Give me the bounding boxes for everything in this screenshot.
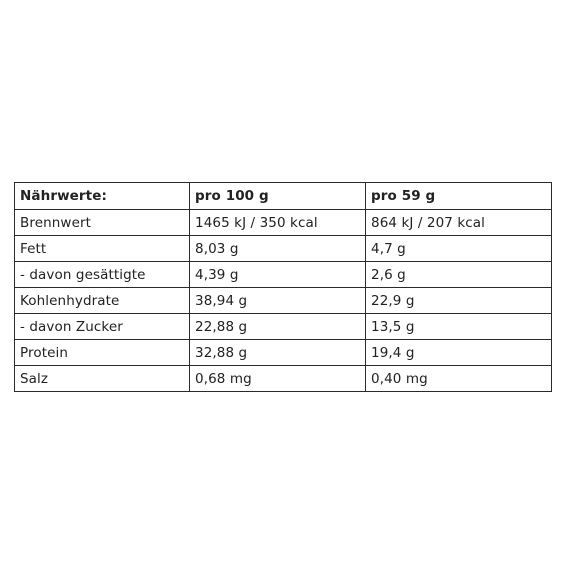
table-row: [15, 210, 552, 236]
nutrition-table: [14, 182, 552, 392]
table-row: [15, 288, 552, 314]
value-per-59g: 19,4 g: [366, 340, 552, 366]
value-per-100g: 8,03 g: [190, 236, 366, 262]
nutrient-name: Protein: [15, 340, 190, 366]
header-per-100g: pro 100 g: [190, 183, 366, 210]
nutrient-name: - davon gesättigte: [15, 262, 190, 288]
table-row: [15, 314, 552, 340]
table-row: [15, 262, 552, 288]
nutrient-name: Salz: [15, 366, 190, 392]
nutrient-name: Kohlenhydrate: [15, 288, 190, 314]
value-per-59g: 4,7 g: [366, 236, 552, 262]
value-per-59g: 864 kJ / 207 kcal: [366, 210, 552, 236]
value-per-100g: 0,68 mg: [190, 366, 366, 392]
header-row: [15, 183, 552, 210]
table-row: [15, 340, 552, 366]
value-per-59g: 2,6 g: [366, 262, 552, 288]
header-per-59g: pro 59 g: [366, 183, 552, 210]
nutrient-name: Fett: [15, 236, 190, 262]
value-per-100g: 38,94 g: [190, 288, 366, 314]
value-per-59g: 13,5 g: [366, 314, 552, 340]
table-row: [15, 236, 552, 262]
table-row: [15, 366, 552, 392]
value-per-100g: 22,88 g: [190, 314, 366, 340]
nutrient-name: Brennwert: [15, 210, 190, 236]
value-per-100g: 32,88 g: [190, 340, 366, 366]
value-per-59g: 22,9 g: [366, 288, 552, 314]
nutrient-name: - davon Zucker: [15, 314, 190, 340]
header-nutrients: Nährwerte:: [15, 183, 190, 210]
value-per-100g: 4,39 g: [190, 262, 366, 288]
value-per-100g: 1465 kJ / 350 kcal: [190, 210, 366, 236]
value-per-59g: 0,40 mg: [366, 366, 552, 392]
